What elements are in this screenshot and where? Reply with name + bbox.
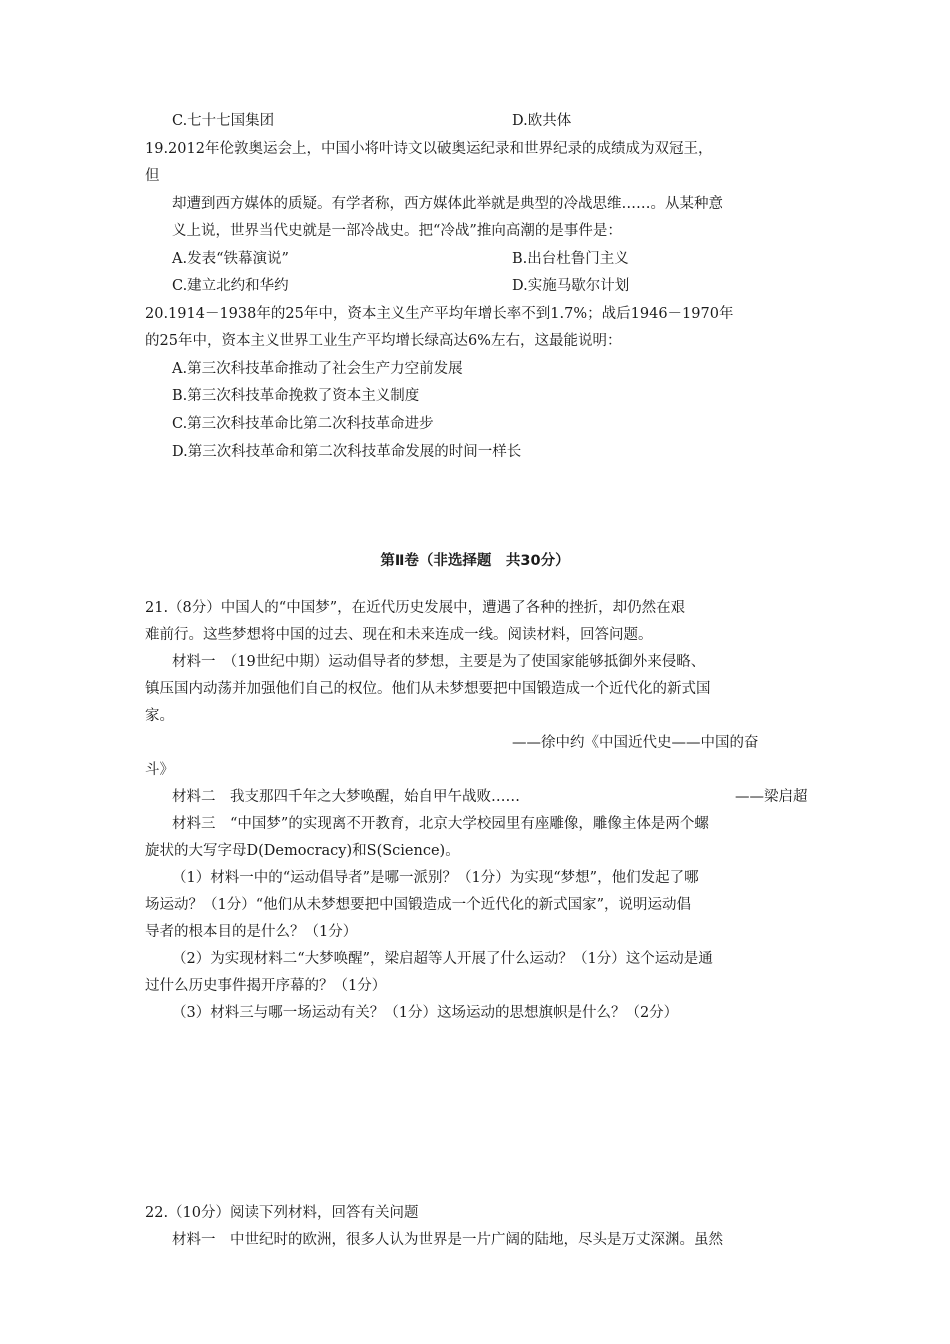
q20-option-c: C.第三次科技革命比第二次科技革命进步 — [172, 416, 434, 432]
q21-sub1-line3: 导者的根本目的是什么？（1分） — [145, 924, 358, 940]
q22-intro: 22.（10分）阅读下列材料，回答有关问题 — [145, 1205, 419, 1221]
q19-option-a: A.发表“铁幕演说” — [172, 251, 289, 267]
q21-sub1-line2: 场运动？（1分）“他们从未梦想要把中国锻造成一个近代化的新式国家”，说明运动倡 — [145, 897, 692, 913]
q19-option-c: C.建立北约和华约 — [172, 278, 289, 294]
q21-material3-line2: 旋状的大写字母D(Democracy)和S(Science)。 — [145, 843, 460, 859]
q21-sub2-line1: （2）为实现材料二“大梦唤醒”，梁启超等人开展了什么运动？（1分）这个运动是通 — [172, 951, 713, 967]
q21-material1-line1: 材料一 （19世纪中期）运动倡导者的梦想，主要是为了使国家能够抵御外来侵略、 — [172, 654, 706, 670]
section-2-title: 第Ⅱ卷（非选择题 共30分） — [380, 553, 570, 569]
q20-option-b: B.第三次科技革命挽救了资本主义制度 — [172, 388, 420, 404]
q21-material1-line3: 家。 — [145, 708, 174, 724]
q21-material3-line1: 材料三 “中国梦”的实现离不开教育，北京大学校园里有座雕像，雕像主体是两个螺 — [172, 816, 709, 832]
q20-stem-line2: 的25年中，资本主义世界工业生产平均增长绿高达6%左右，这最能说明： — [145, 333, 622, 349]
q21-material2-source: ——梁启超 — [735, 789, 808, 805]
q21-intro-line2: 难前行。这些梦想将中国的过去、现在和未来连成一线。阅读材料，回答问题。 — [145, 627, 653, 643]
q21-material1-source-line1: ——徐中约《中国近代史——中国的奋 — [512, 735, 759, 751]
q20-option-a: A.第三次科技革命推动了社会生产力空前发展 — [172, 361, 463, 377]
q19-stem-line3: 却遭到西方媒体的质疑。有学者称，西方媒体此举就是典型的冷战思维……。从某种意 — [172, 196, 723, 212]
q20-option-d: D.第三次科技革命和第二次科技革命发展的时间一样长 — [172, 444, 522, 460]
q21-sub2-line2: 过什么历史事件揭开序幕的？（1分） — [145, 978, 387, 994]
q18-option-c: C.七十七国集团 — [172, 113, 275, 129]
q21-material1-line2: 镇压国内动荡并加强他们自己的权位。他们从未梦想要把中国锻造成一个近代化的新式国 — [145, 681, 711, 697]
q22-material1-line1: 材料一 中世纪时的欧洲，很多人认为世界是一片广阔的陆地，尽头是万丈深渊。虽然 — [172, 1232, 723, 1248]
q21-intro-line1: 21.（8分）中国人的“中国梦”，在近代历史发展中，遭遇了各种的挫折，却仍然在艰 — [145, 600, 686, 616]
q19-stem-line4: 义上说，世界当代史就是一部冷战史。把“冷战”推向高潮的是事件是： — [172, 223, 622, 239]
q19-stem-line2: 但 — [145, 168, 160, 184]
q19-option-b: B.出台杜鲁门主义 — [512, 251, 629, 267]
q21-sub1-line1: （1）材料一中的“运动倡导者”是哪一派别？（1分）为实现“梦想”，他们发起了哪 — [172, 870, 699, 886]
q21-sub3-line1: （3）材料三与哪一场运动有关？（1分）这场运动的思想旗帜是什么？（2分） — [172, 1005, 679, 1021]
q19-option-d: D.实施马歇尔计划 — [512, 278, 630, 294]
q21-material1-source-line2: 斗》 — [145, 762, 174, 778]
q19-stem-line1: 19.2012年伦敦奥运会上，中国小将叶诗文以破奥运纪录和世界纪录的成绩成为双冠王， — [145, 141, 713, 157]
q21-material2-text: 材料二 我支那四千年之大梦唤醒，始自甲午战败…… — [172, 789, 520, 805]
q20-stem-line1: 20.1914－1938年的25年中，资本主义生产平均年增长率不到1.7%；战后1946－1970年 — [145, 306, 734, 322]
q18-option-d: D.欧共体 — [512, 113, 572, 129]
